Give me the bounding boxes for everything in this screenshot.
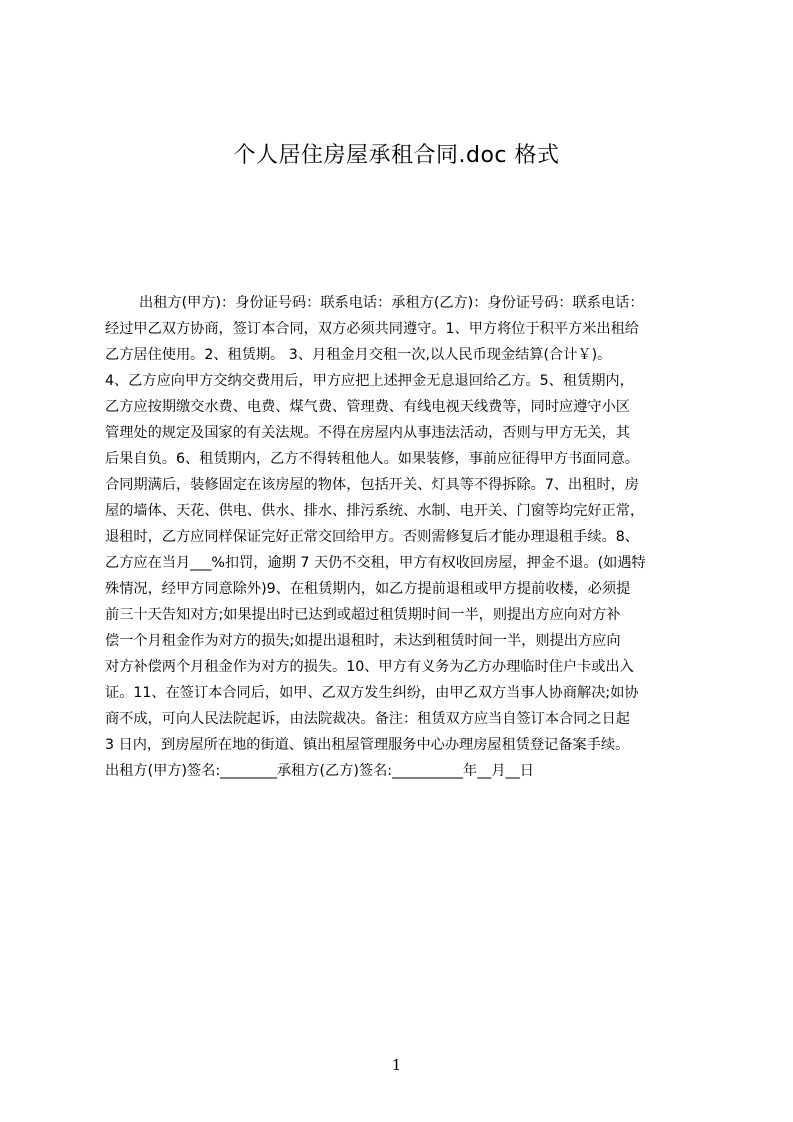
- text-line: 证。11、在签订本合同后，如甲、乙双方发生纠纷，由甲乙双方当事人协商解决;如协: [105, 685, 639, 701]
- signature-line: 出租方(甲方)签名:________承租方(乙方)签名:__________年__月__日: [105, 763, 534, 779]
- text-line: 合同期满后，装修固定在该房屋的物体，包括开关、灯具等不得拆除。7、出租时，房: [105, 477, 639, 493]
- text-line: 偿一个月租金作为对方的损失;如提出退租时，未达到租赁时间一半，则提出方应向: [105, 633, 621, 649]
- text-line: 乙方应在当月___%扣罚，逾期 7 天仍不交租，甲方有权收回房屋，押金不退。(如遇特: [105, 555, 646, 571]
- text-line: 出租方(甲方)：身份证号码：联系电话：承租方(乙方)：身份证号码：联系电话：: [139, 295, 644, 311]
- text-line: 退租时，乙方应同样保证完好正常交回给甲方。否则需修复后才能办理退租手续。8、: [105, 529, 639, 545]
- text-line: 经过甲乙双方协商，签订本合同，双方必须共同遵守。1、甲方将位于积平方米出租给: [105, 321, 639, 337]
- text-line: 3 日内，到房屋所在地的街道、镇出租屋管理服务中心办理房屋租赁登记备案手续。: [105, 737, 630, 753]
- text-line: 乙方应按期缴交水费、电费、煤气费、管理费、有线电视天线费等，同时应遵守小区: [105, 399, 630, 415]
- document-title: 个人居住房屋承租合同.doc 格式: [233, 143, 560, 168]
- text-line: 对方补偿两个月租金作为对方的损失。10、甲方有义务为乙方办理临时住户卡或出入: [105, 659, 634, 675]
- text-line: 后果自负。6、租赁期内，乙方不得转租他人。如果装修，事前应征得甲方书面同意。: [105, 451, 639, 467]
- text-line: 前三十天告知对方;如果提出时已达到或超过租赁期时间一半，则提出方应向对方补: [105, 607, 621, 623]
- text-line: 管理处的规定及国家的有关法规。不得在房屋内从事违法活动，否则与甲方无关，其: [105, 425, 630, 441]
- text-line: 商不成，可向人民法院起诉，由法院裁决。备注：租赁双方应当自签订本合同之日起: [105, 711, 630, 727]
- text-line: 屋的墙体、天花、供电、供水、排水、排污系统、水制、电开关、门窗等均完好正常，: [105, 503, 645, 519]
- text-line: 4、乙方应向甲方交纳交费用后，甲方应把上述押金无息退回给乙方。5、租赁期内，: [105, 373, 634, 389]
- text-line: 乙方居住使用。2、租赁期。 3、月租金月交租一次,以人民币现金结算(合计￥)。: [105, 347, 612, 363]
- contract-body: [105, 290, 695, 784]
- page-number: 1: [391, 1056, 402, 1074]
- text-line: 殊情况，经甲方同意除外)9、在租赁期内，如乙方提前退租或甲方提前收楼，必须提: [105, 581, 631, 597]
